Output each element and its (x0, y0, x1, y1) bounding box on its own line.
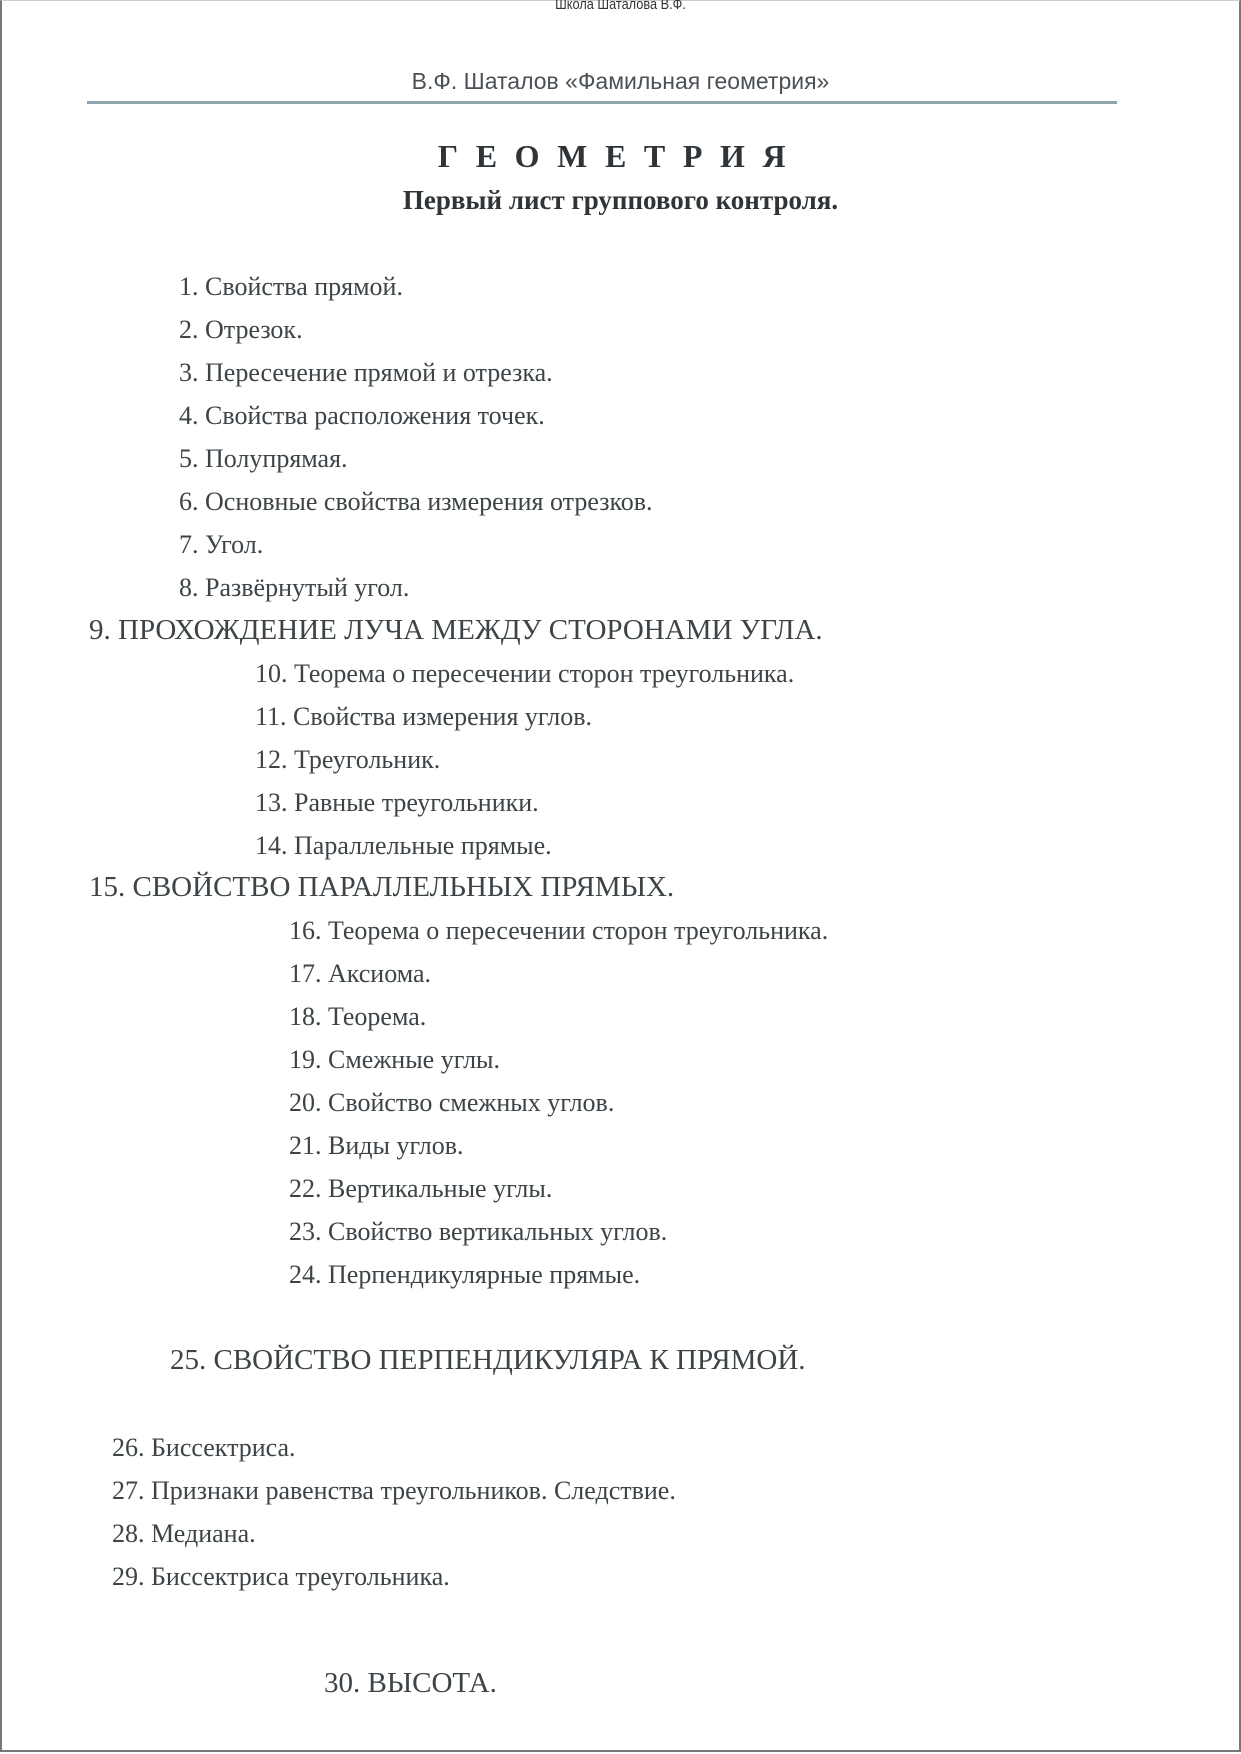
list-item: 28. Медиана. (112, 1519, 256, 1548)
list-item: 13. Равные треугольники. (255, 788, 539, 817)
section-heading: 25. СВОЙСТВО ПЕРПЕНДИКУЛЯРА К ПРЯМОЙ. (170, 1344, 806, 1376)
list-item: 27. Признаки равенства треугольников. Следствие. (112, 1476, 676, 1505)
school-header: Школа Шаталова В.Ф. (555, 0, 686, 13)
list-item: 29. Биссектриса треугольника. (112, 1562, 450, 1591)
page-subtitle: Первый лист группового контроля. (402, 185, 839, 215)
list-item: 11. Свойства измерения углов. (255, 702, 592, 731)
page-title: ГЕОМЕТРИЯ (437, 138, 804, 174)
list-item: 26. Биссектриса. (112, 1433, 296, 1462)
list-item: 8. Развёрнутый угол. (179, 573, 410, 602)
running-header: В.Ф. Шаталов «Фамильная геометрия» (411, 68, 830, 94)
list-item: 1. Свойства прямой. (179, 272, 403, 301)
section-heading: 30. ВЫСОТА. (324, 1667, 497, 1699)
list-item: 6. Основные свойства измерения отрезков. (179, 487, 653, 516)
list-item: 24. Перпендикулярные прямые. (289, 1260, 641, 1289)
list-item: 5. Полупрямая. (179, 444, 348, 473)
list-item: 17. Аксиома. (289, 959, 432, 988)
list-item: 4. Свойства расположения точек. (179, 401, 545, 430)
list-item: 22. Вертикальные углы. (289, 1174, 553, 1203)
list-item: 3. Пересечение прямой и отрезка. (179, 358, 553, 387)
list-item: 10. Теорема о пересечении сторон треугольника. (255, 659, 795, 688)
list-item: 18. Теорема. (289, 1002, 427, 1031)
list-item: 12. Треугольник. (255, 745, 441, 774)
section-heading: 15. СВОЙСТВО ПАРАЛЛЕЛЬНЫХ ПРЯМЫХ. (89, 871, 675, 903)
section-heading: 9. ПРОХОЖДЕНИЕ ЛУЧА МЕЖДУ СТОРОНАМИ УГЛА. (89, 614, 823, 646)
list-item: 7. Угол. (179, 530, 264, 559)
list-item: 20. Свойство смежных углов. (289, 1088, 615, 1117)
header-rule (87, 101, 1117, 104)
list-item: 2. Отрезок. (179, 315, 303, 344)
list-item: 23. Свойство вертикальных углов. (289, 1217, 668, 1246)
list-item: 21. Виды углов. (289, 1131, 464, 1160)
list-item: 14. Параллельные прямые. (255, 831, 552, 860)
list-item: 16. Теорема о пересечении сторон треугольника. (289, 916, 829, 945)
list-item: 19. Смежные углы. (289, 1045, 501, 1074)
